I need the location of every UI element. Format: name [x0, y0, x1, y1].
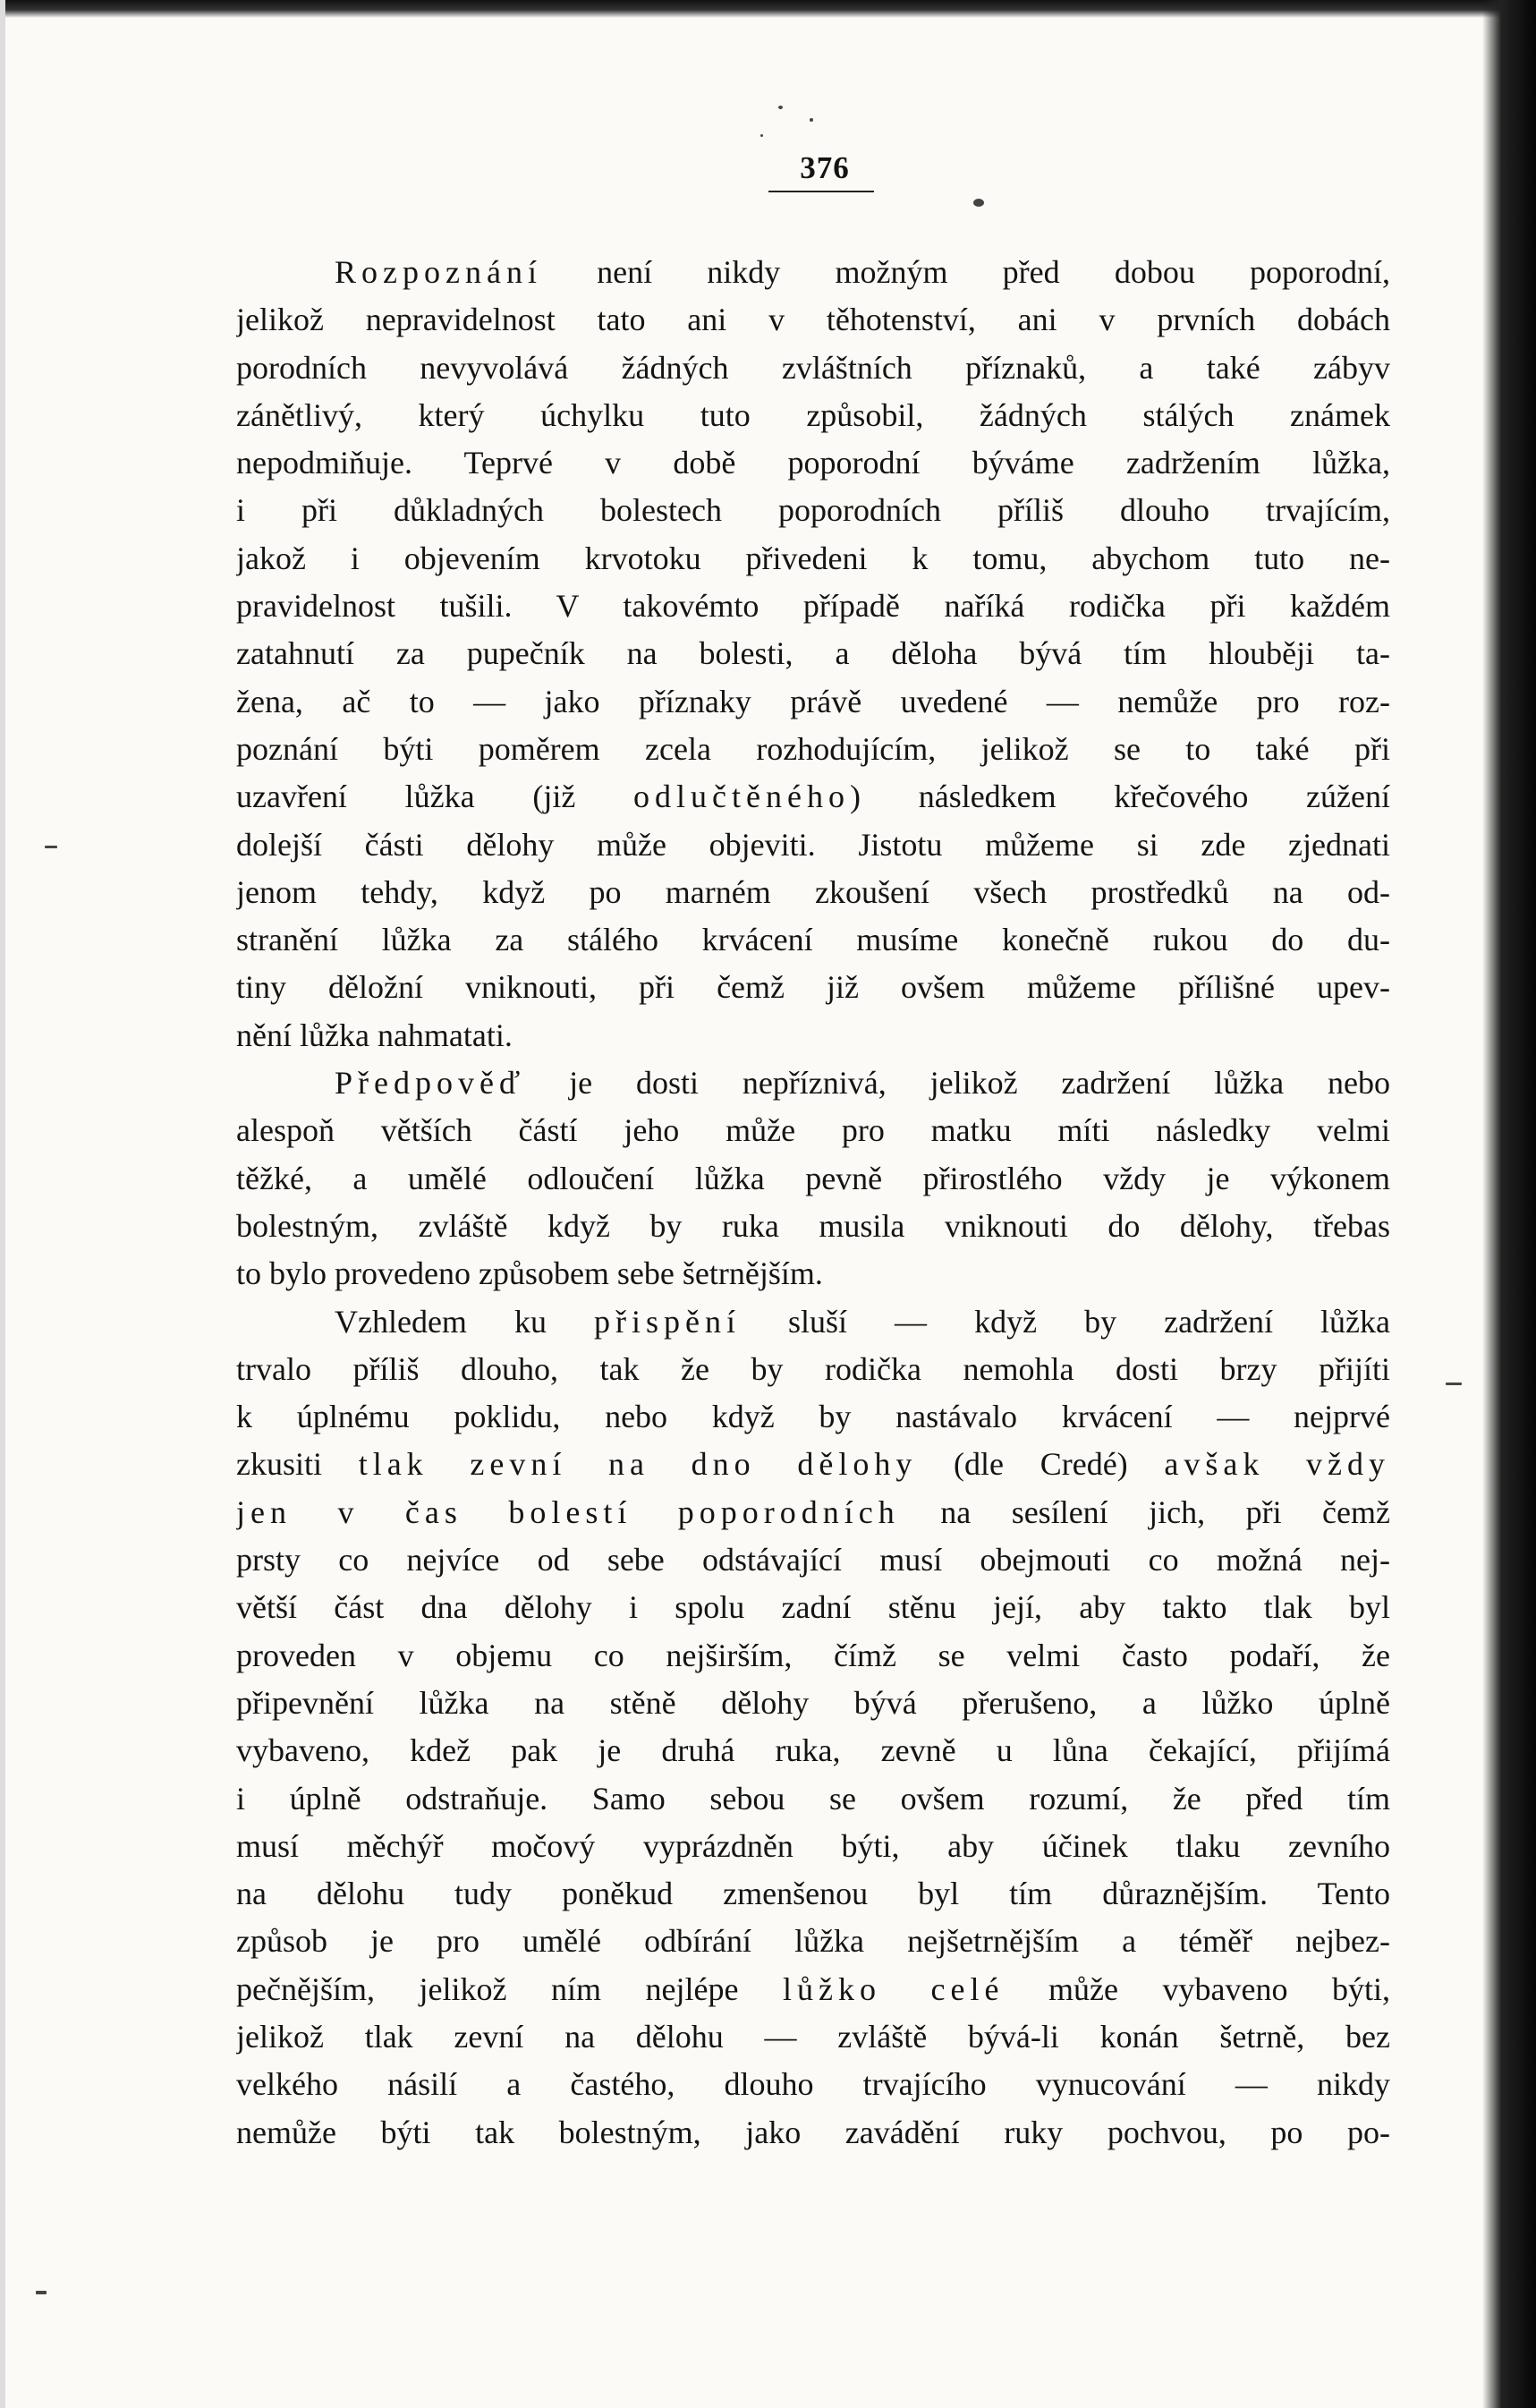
text-segment: může vybaveno býti, [1004, 1970, 1390, 2007]
text-segment: jenom tehdy, když po marném zkoušení všech prostředků na od- [236, 873, 1390, 910]
scan-speck [973, 199, 984, 207]
emphasized-text: odlučtěného [633, 779, 850, 815]
emphasized-text: Rozpoznání [335, 254, 542, 290]
text-line [236, 1298, 1390, 1346]
text-segment: alespoň větších částí jeho může pro matku míti následky velmi [236, 1112, 1390, 1149]
text-segment: na sesílení jich, při čemž [899, 1493, 1390, 1530]
text-segment: musí měchýř močový vyprázdněn býti, aby účinek tlaku zevního [236, 1827, 1390, 1864]
scan-top-edge [0, 0, 1536, 18]
text-line [236, 345, 1390, 392]
text-line [236, 1012, 1390, 1059]
text-segment: velkého násilí a častého, dlouho trvajícího vynucování — nikdy [236, 2066, 1390, 2103]
text-segment: nemůže býti tak bolestným, jako zavádění ruky pochvou, po po- [236, 2114, 1390, 2150]
text-line [236, 1346, 1390, 1393]
text-line [236, 1966, 1390, 2013]
text-segment: jelikož tlak zevní na dělohu — zvláště bývá-li konán šetrně, bez [236, 2018, 1390, 2055]
text-segment: jakož i objevením krvotoku přivedeni k tomu, abychom tuto ne- [236, 540, 1390, 576]
text-line [236, 392, 1390, 439]
text-line [236, 869, 1390, 916]
scan-speck [36, 2291, 47, 2294]
text-segment: uzavření lůžka (již [236, 779, 634, 815]
text-line [236, 2061, 1390, 2108]
text-line [236, 773, 1390, 821]
text-segment: i úplně odstraňuje. Samo sebou se ovšem rozumí, že před tím [236, 1780, 1390, 1817]
text-line [236, 1059, 1390, 1107]
text-segment: ) následkem křečového zúžení [850, 779, 1390, 815]
text-line [236, 1632, 1390, 1680]
page-number-rule [768, 191, 874, 192]
text-segment: poznání býti poměrem zcela rozhodujícím, jelikož se to také při [236, 730, 1390, 767]
text-line [236, 1489, 1390, 1536]
text-segment: způsob je pro umělé odbírání lůžka nejšetrnějším a téměř nejbez- [236, 1923, 1390, 1960]
text-line [236, 916, 1390, 964]
text-line [236, 1155, 1390, 1203]
text-segment: pravidelnost tušili. V takovémto případě naříká rodička při každém [236, 588, 1390, 625]
text-segment: těžké, a umělé odloučení lůžka pevně přirostlého vždy je výkonem [236, 1160, 1390, 1196]
text-line [236, 296, 1390, 344]
text-line [236, 1536, 1390, 1584]
paragraph [236, 249, 1390, 1059]
text-segment: zatahnutí za pupečník na bolesti, a děloha bývá tím hlouběji ta- [236, 635, 1390, 672]
text-segment: žena, ač to — jako příznaky právě uvedené — nemůže pro roz- [236, 683, 1390, 719]
text-segment: jelikož nepravidelnost tato ani v těhotenství, ani v prvních dobách [236, 302, 1390, 338]
emphasized-text: jen v čas bolestí poporodních [236, 1493, 900, 1530]
text-line [236, 2013, 1390, 2061]
text-line [236, 630, 1390, 677]
scan-speck [1446, 1383, 1462, 1385]
emphasized-text: tlak zevní na dno dělohy [358, 1446, 918, 1483]
text-segment: sluší — když by zadržení lůžka [740, 1303, 1390, 1340]
text-line [236, 1584, 1390, 1631]
text-segment: nění lůžka nahmatati. [236, 1017, 513, 1053]
text-line [236, 249, 1390, 296]
scan-speck [45, 846, 57, 848]
text-segment: zánětlivý, který úchylku tuto způsobil, žádných stálých známek [236, 396, 1390, 433]
text-segment: to bylo provedeno způsobem sebe šetrnějším. [236, 1255, 823, 1292]
text-line [236, 2109, 1390, 2157]
text-segment: je dosti nepříznivá, jelikož zadržení lůžka nebo [525, 1065, 1390, 1102]
text-line [236, 1775, 1390, 1823]
scan-speck [810, 118, 813, 122]
text-line [236, 535, 1390, 583]
text-segment: (dle Credé) [917, 1446, 1165, 1483]
text-segment: dolejší části dělohy může objeviti. Jistotu můžeme si zde zjednati [236, 826, 1390, 863]
text-line [236, 1107, 1390, 1154]
text-line [236, 1918, 1390, 1965]
text-segment: pečnějším, jelikož ním nejlépe [236, 1970, 784, 2007]
paragraph [236, 1298, 1390, 2157]
text-segment: není nikdy možným před dobou poporodní, [541, 254, 1390, 290]
text-body [236, 249, 1390, 2157]
text-line [236, 726, 1390, 773]
text-line [236, 583, 1390, 630]
text-line [236, 487, 1390, 534]
emphasized-text: lůžko celé [783, 1970, 1005, 2007]
text-segment: trvalo příliš dlouho, tak že by rodička nemohla dosti brzy přijíti [236, 1350, 1390, 1387]
scan-speck [760, 134, 763, 137]
text-line [236, 1680, 1390, 1727]
text-segment: nepodmiňuje. Teprvé v době poporodní býváme zadržením lůžka, [236, 445, 1390, 481]
text-segment: bolestným, zvláště když by ruka musila vniknouti do dělohy, třebas [236, 1207, 1390, 1244]
text-segment: tiny děložní vniknouti, při čemž již ovšem můžeme přílišné upev- [236, 969, 1390, 1006]
scan-left-edge [0, 0, 5, 2408]
text-line [236, 439, 1390, 487]
text-line [236, 821, 1390, 869]
text-segment: zkusiti [236, 1446, 359, 1483]
text-segment: Vzhledem ku [335, 1303, 594, 1340]
scan-speck [778, 106, 783, 109]
emphasized-text: Předpověď [335, 1065, 526, 1102]
text-segment: k úplnému poklidu, nebo když by nastávalo krvácení — nejprvé [236, 1399, 1390, 1435]
text-segment: připevnění lůžka na stěně dělohy bývá přerušeno, a lůžko úplně [236, 1684, 1390, 1721]
text-line [236, 1393, 1390, 1441]
text-line [236, 1870, 1390, 1918]
text-segment: stranění lůžka za stálého krvácení musíme konečně rukou do du- [236, 922, 1390, 958]
text-line [236, 964, 1390, 1011]
page-number: 376 [800, 150, 850, 185]
text-segment: vybaveno, kdež pak je druhá ruka, zevně u lůna čekající, přijímá [236, 1732, 1390, 1769]
text-segment: větší část dna dělohy i spolu zadní stěnu její, aby takto tlak byl [236, 1589, 1390, 1626]
text-segment: prsty co nejvíce od sebe odstávající musí obejmouti co možná nej- [236, 1542, 1390, 1578]
text-segment: i při důkladných bolestech poporodních příliš dlouho trvajícím, [236, 492, 1390, 529]
text-line [236, 1727, 1390, 1774]
text-segment: porodních nevyvolává žádných zvláštních příznaků, a také zábyv [236, 349, 1390, 386]
paragraph [236, 1059, 1390, 1298]
emphasized-text: avšak vždy [1164, 1446, 1390, 1483]
text-line [236, 678, 1390, 726]
text-line [236, 1203, 1390, 1250]
text-segment: proveden v objemu co nejširším, čímž se velmi často podaří, že [236, 1637, 1390, 1673]
text-line [236, 1823, 1390, 1870]
scan-right-edge [1482, 0, 1536, 2408]
emphasized-text: přispění [594, 1303, 741, 1340]
text-segment: na dělohu tudy poněkud zmenšenou byl tím důraznějším. Tento [236, 1876, 1390, 1912]
text-line [236, 1250, 1390, 1298]
text-line [236, 1441, 1390, 1488]
